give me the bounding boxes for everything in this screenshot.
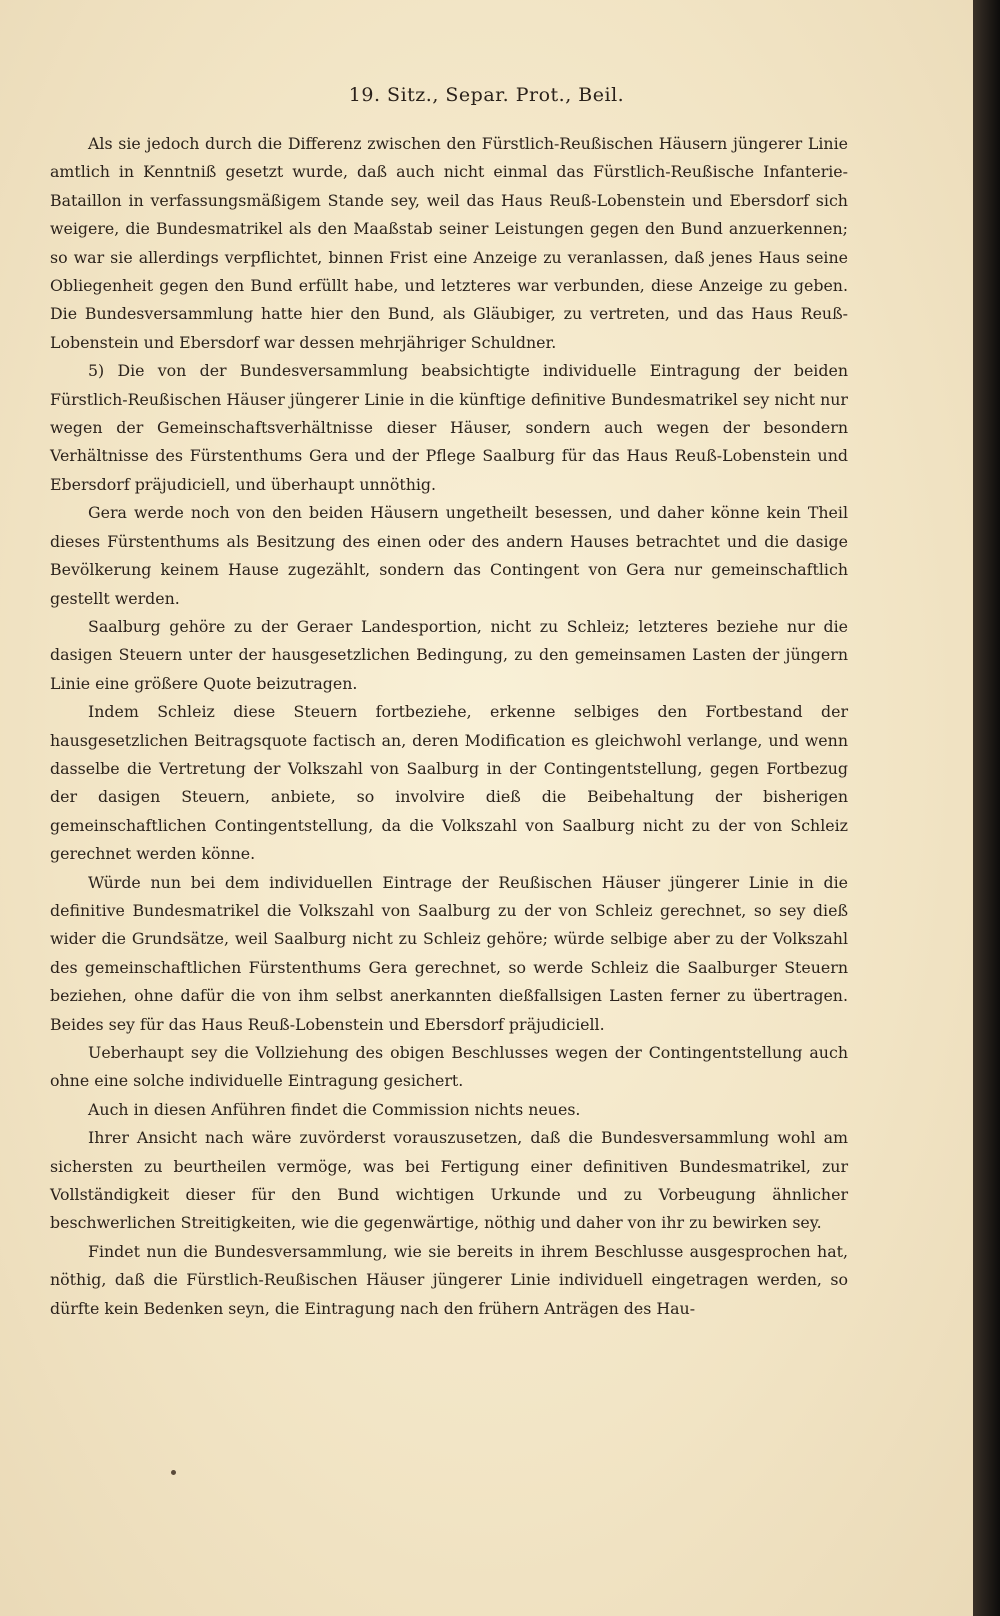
paragraph-8: Auch in diesen Anführen findet die Commission nichts neues.: [88, 1099, 581, 1119]
page-header: 19. Sitz., Separ. Prot., Beil.: [348, 84, 625, 106]
paragraph-2: 5) Die von der Bundesversammlung beabsichtigte individuelle Eintragung der beiden Fürstlich-Reußischen Häuser jüngerer Linie in die künftige definitive Bundesmatrikel sey nicht nur wegen der Gemeinschaftsverhältnisse dieser Häuser, sondern auch wegen der besondern Verhältnisse des Fürstenthums Gera und der Pflege Saalburg für das Haus Reuß-Lobenstein und Ebersdorf präjudiciell, und überhaupt unnöthig.: [50, 361, 848, 494]
paragraph-9: Ihrer Ansicht nach wäre zuvörderst vorauszusetzen, daß die Bundesversammlung wohl am sichersten zu beurtheilen vermöge, was bei Fertigung einer definitiven Bundesmatrikel, zur Vollständigkeit dieser für den Bund wichtigen Urkunde und zu Vorbeugung ähnlicher beschwerlichen Streitigkeiten, wie die gegenwärtige, nöthig und daher von ihr zu bewirken sey.: [50, 1128, 848, 1233]
paragraph-6: Würde nun bei dem individuellen Eintrage der Reußischen Häuser jüngerer Linie in die definitive Bundesmatrikel die Volkszahl von Saalburg zu der von Schleiz gerechnet, so sey dieß wider die Grundsätze, weil Saalburg nicht zu Schleiz gehöre; würde selbige aber zu der Volkszahl des gemeinschaftlichen Fürstenthums Gera gerechnet, so werde Schleiz die Saalburger Steuern beziehen, ohne dafür die von ihm selbst anerkannten dießfallsigen Lasten ferner zu übertragen. Beides sey für das Haus Reuß-Lobenstein und Ebersdorf präjudiciell.: [50, 872, 848, 1034]
paragraph-4: Saalburg gehöre zu der Geraer Landesportion, nicht zu Schleiz; letzteres beziehe nur die dasigen Steuern unter der hausgesetzlichen Bedingung, zu den gemeinsamen Lasten der jüngern Linie eine größere Quote beizutragen.: [50, 616, 848, 693]
scan-edge: [973, 0, 1000, 1616]
paragraph-3: Gera werde noch von den beiden Häusern ungetheilt besessen, und daher könne kein Theil dieses Fürstenthums als Besitzung des einen oder des andern Hauses betrachtet und die dasige Bevölkerung keinem Hause zugezählt, sondern das Contingent von Gera nur gemeinschaftlich gestellt werden.: [50, 503, 848, 608]
paragraph-10: Findet nun die Bundesversammlung, wie sie bereits in ihrem Beschlusse ausgesprochen hat, nöthig, daß die Fürstlich-Reußischen Häuser jüngerer Linie individuell eingetragen werden, so dürfte kein Bedenken seyn, die Eintragung nach den frühern Anträgen des Hau-: [50, 1241, 848, 1318]
paragraph-7: Ueberhaupt sey die Vollziehung des obigen Beschlusses wegen der Contingentstellung auch ohne eine solche individuelle Eintragung gesichert.: [50, 1043, 848, 1091]
paragraph-1: Als sie jedoch durch die Differenz zwischen den Fürstlich-Reußischen Häusern jüngerer Linie amtlich in Kenntniß gesetzt wurde, daß auch nicht einmal das Fürstlich-Reußische Infanterie-Bataillon in verfassungsmäßigem Stande sey, weil das Haus Reuß-Lobenstein und Ebersdorf sich weigere, die Bundesmatrikel als den Maaßstab seiner Leistungen gegen den Bund anzuerkennen; so war sie allerdings verpflichtet, binnen Frist eine Anzeige zu veranlassen, daß jenes Haus seine Obliegenheit gegen den Bund erfüllt habe, und letzteres war verbunden, diese Anzeige zu geben. Die Bundesversammlung hatte hier den Bund, als Gläubiger, zu vertreten, und das Haus Reuß-Lobenstein und Ebersdorf war dessen mehrjähriger Schuldner.: [50, 134, 848, 352]
ink-spot: [171, 1470, 176, 1475]
body-text: [50, 130, 848, 1323]
paragraph-5: Indem Schleiz diese Steuern fortbeziehe, erkenne selbiges den Fortbestand der hausgesetzlichen Beitragsquote factisch an, deren Modification es gleichwohl verlange, und wenn dasselbe die Vertretung der Volkszahl von Saalburg in der Contingentstellung, gegen Fortbezug der dasigen Steuern, anbiete, so involvire dieß die Beibehaltung der bisherigen gemeinschaftlichen Contingentstellung, da die Volkszahl von Saalburg nicht zu der von Schleiz gerechnet werden könne.: [50, 702, 848, 864]
